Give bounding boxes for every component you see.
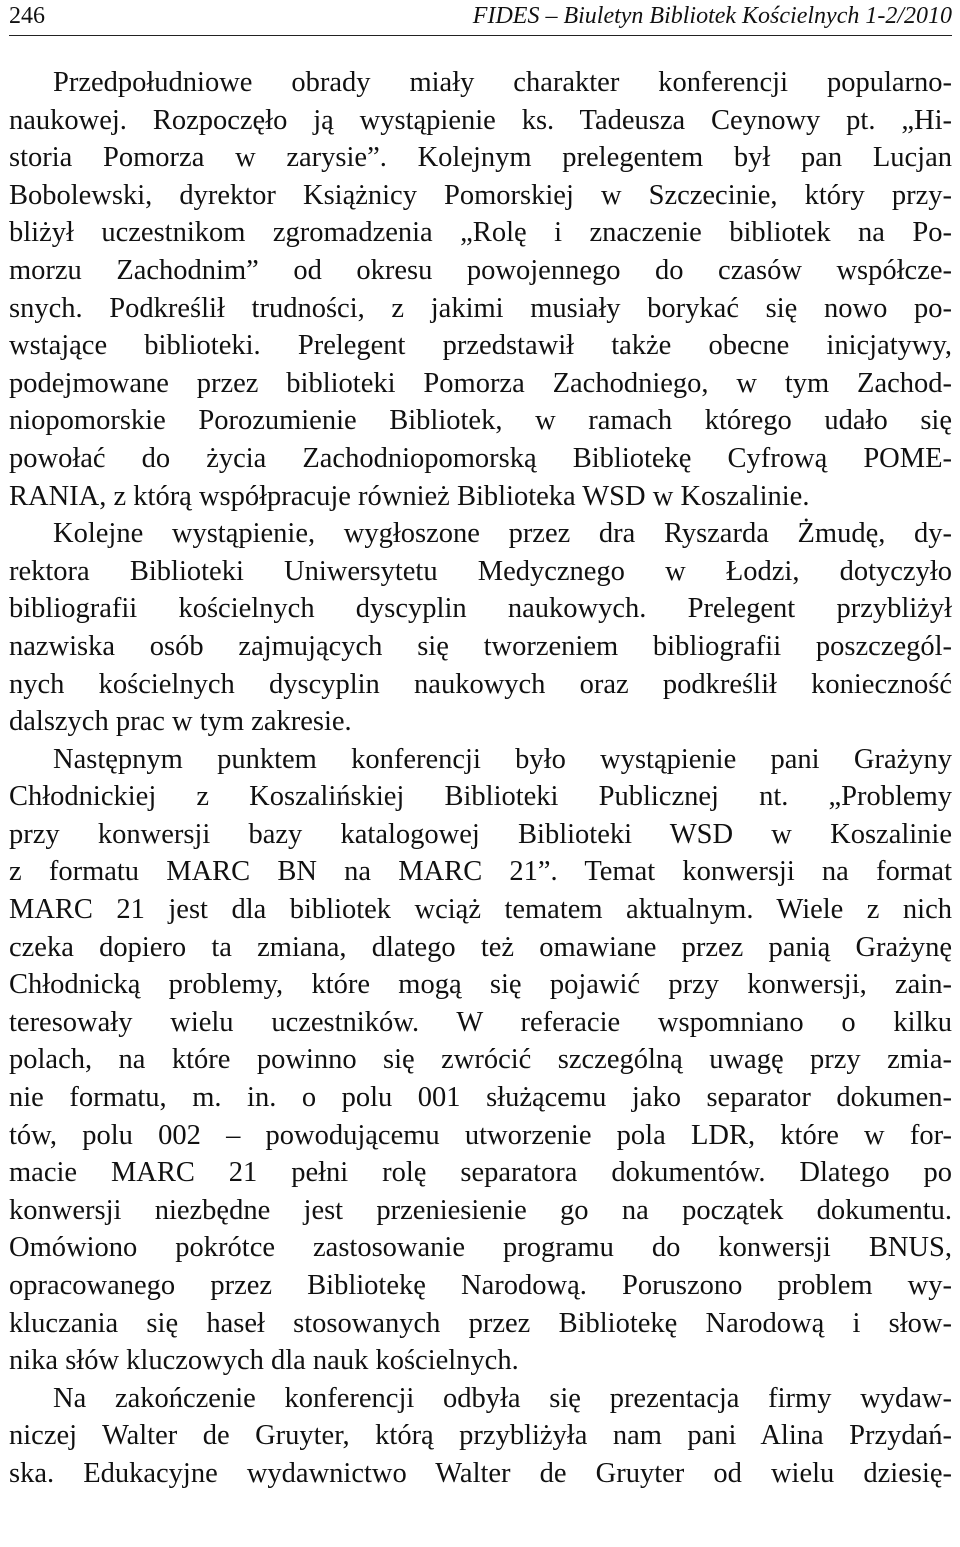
text-line: macie MARC 21 pełni rolę separatora dokumentów. Dlatego po (9, 1157, 952, 1189)
text-line: Na zakończenie konferencji odbyła się prezentacja firmy wydaw- (53, 1382, 952, 1414)
text-line: storia Pomorza w zarysie”. Kolejnym prelegentem był pan Lucjan (9, 142, 952, 174)
text-line: MARC 21 jest dla bibliotek wciąż tematem aktualnym. Wiele z nich (9, 894, 952, 926)
text-line: naukowej. Rozpoczęło ją wystąpienie ks. Tadeusza Ceynowy pt. „Hi- (9, 104, 952, 136)
text-line: bibliografii kościelnych dyscyplin naukowych. Prelegent przybliżył (9, 593, 952, 625)
text-line: nazwiska osób zajmujących się tworzeniem bibliografii poszczegól- (9, 630, 952, 662)
text-line: tów, polu 002 – powodującemu utworzenie pola LDR, które w for- (9, 1119, 952, 1151)
text-line: niczej Walter de Gruyter, którą przybliżyła nam pani Alina Przydań- (9, 1420, 952, 1452)
text-line: nych kościelnych dyscyplin naukowych oraz podkreślił konieczność (9, 668, 952, 700)
text-line: RANIA, z którą współpracuje również Biblioteka WSD w Koszalinie. (9, 480, 810, 512)
text-line: teresowały wielu uczestników. W referacie wspomniano o kilku (9, 1006, 952, 1038)
text-line: snych. Podkreślił trudności, z jakimi musiały borykać się nowo po- (9, 292, 952, 324)
text-line: morzu Zachodnim” od okresu powojennego do czasów współcze- (9, 254, 952, 286)
running-header (9, 0, 952, 36)
text-line: Kolejne wystąpienie, wygłoszone przez dra Ryszarda Żmudę, dy- (53, 518, 952, 550)
text-line: niopomorskie Porozumienie Bibliotek, w ramach którego udało się (9, 405, 952, 437)
text-line: wstające biblioteki. Prelegent przedstawił także obecne inicjatywy, (9, 330, 952, 362)
page-number: 246 (9, 3, 45, 29)
document-page (9, 0, 952, 1493)
text-line: podejmowane przez biblioteki Pomorza Zachodniego, w tym Zachod- (9, 367, 952, 399)
text-line: Chłodnicką problemy, które mogą się pojawić przy konwersji, zain- (9, 969, 952, 1001)
text-line: opracowanego przez Bibliotekę Narodową. Poruszono problem wy- (9, 1270, 952, 1301)
text-line: polach, na które powinno się zwrócić szczególną uwagę przy zmia- (9, 1044, 952, 1076)
text-line: dalszych prac w tym zakresie. (9, 706, 352, 738)
text-line: powołać do życia Zachodniopomorską Bibliotekę Cyfrową POME- (9, 442, 952, 474)
text-line: Chłodnickiej z Koszalińskiej Biblioteki Publicznej nt. „Problemy (9, 781, 952, 813)
text-line: Przedpołudniowe obrady miały charakter konferencji popularno- (53, 67, 952, 98)
body-text (9, 64, 952, 1493)
journal-title: FIDES – Biuletyn Bibliotek Kościelnych 1-2/2010 (472, 3, 952, 29)
text-line: kluczania się haseł stosowanych przez Bibliotekę Narodową i słow- (9, 1307, 952, 1339)
text-line: nie formatu, m. in. o polu 001 służącemu jako separator dokumen- (9, 1082, 952, 1114)
text-line: ska. Edukacyjne wydawnictwo Walter de Gruyter od wielu dziesię- (9, 1457, 952, 1489)
text-line: czeka dopiero ta zmiana, dlatego też omawiane przez panią Grażynę (9, 931, 952, 963)
text-line: nika słów kluczowych dla nauk kościelnych. (9, 1345, 519, 1377)
text-line: bliżył uczestnikom zgromadzenia „Rolę i znaczenie bibliotek na Po- (9, 217, 952, 249)
text-line: konwersji niezbędne jest przeniesienie go na początek dokumentu. (9, 1194, 952, 1226)
text-line: z formatu MARC BN na MARC 21”. Temat konwersji na format (9, 856, 952, 888)
text-line: Omówiono pokrótce zastosowanie programu do konwersji BNUS, (9, 1232, 952, 1264)
text-line: rektora Biblioteki Uniwersytetu Medycznego w Łodzi, dotyczyło (9, 555, 952, 587)
text-line: przy konwersji bazy katalogowej Biblioteki WSD w Koszalinie (9, 818, 952, 850)
text-line: Następnym punktem konferencji było wystąpienie pani Grażyny (53, 743, 952, 775)
text-line: Bobolewski, dyrektor Książnicy Pomorskiej w Szczecinie, który przy- (9, 179, 952, 211)
